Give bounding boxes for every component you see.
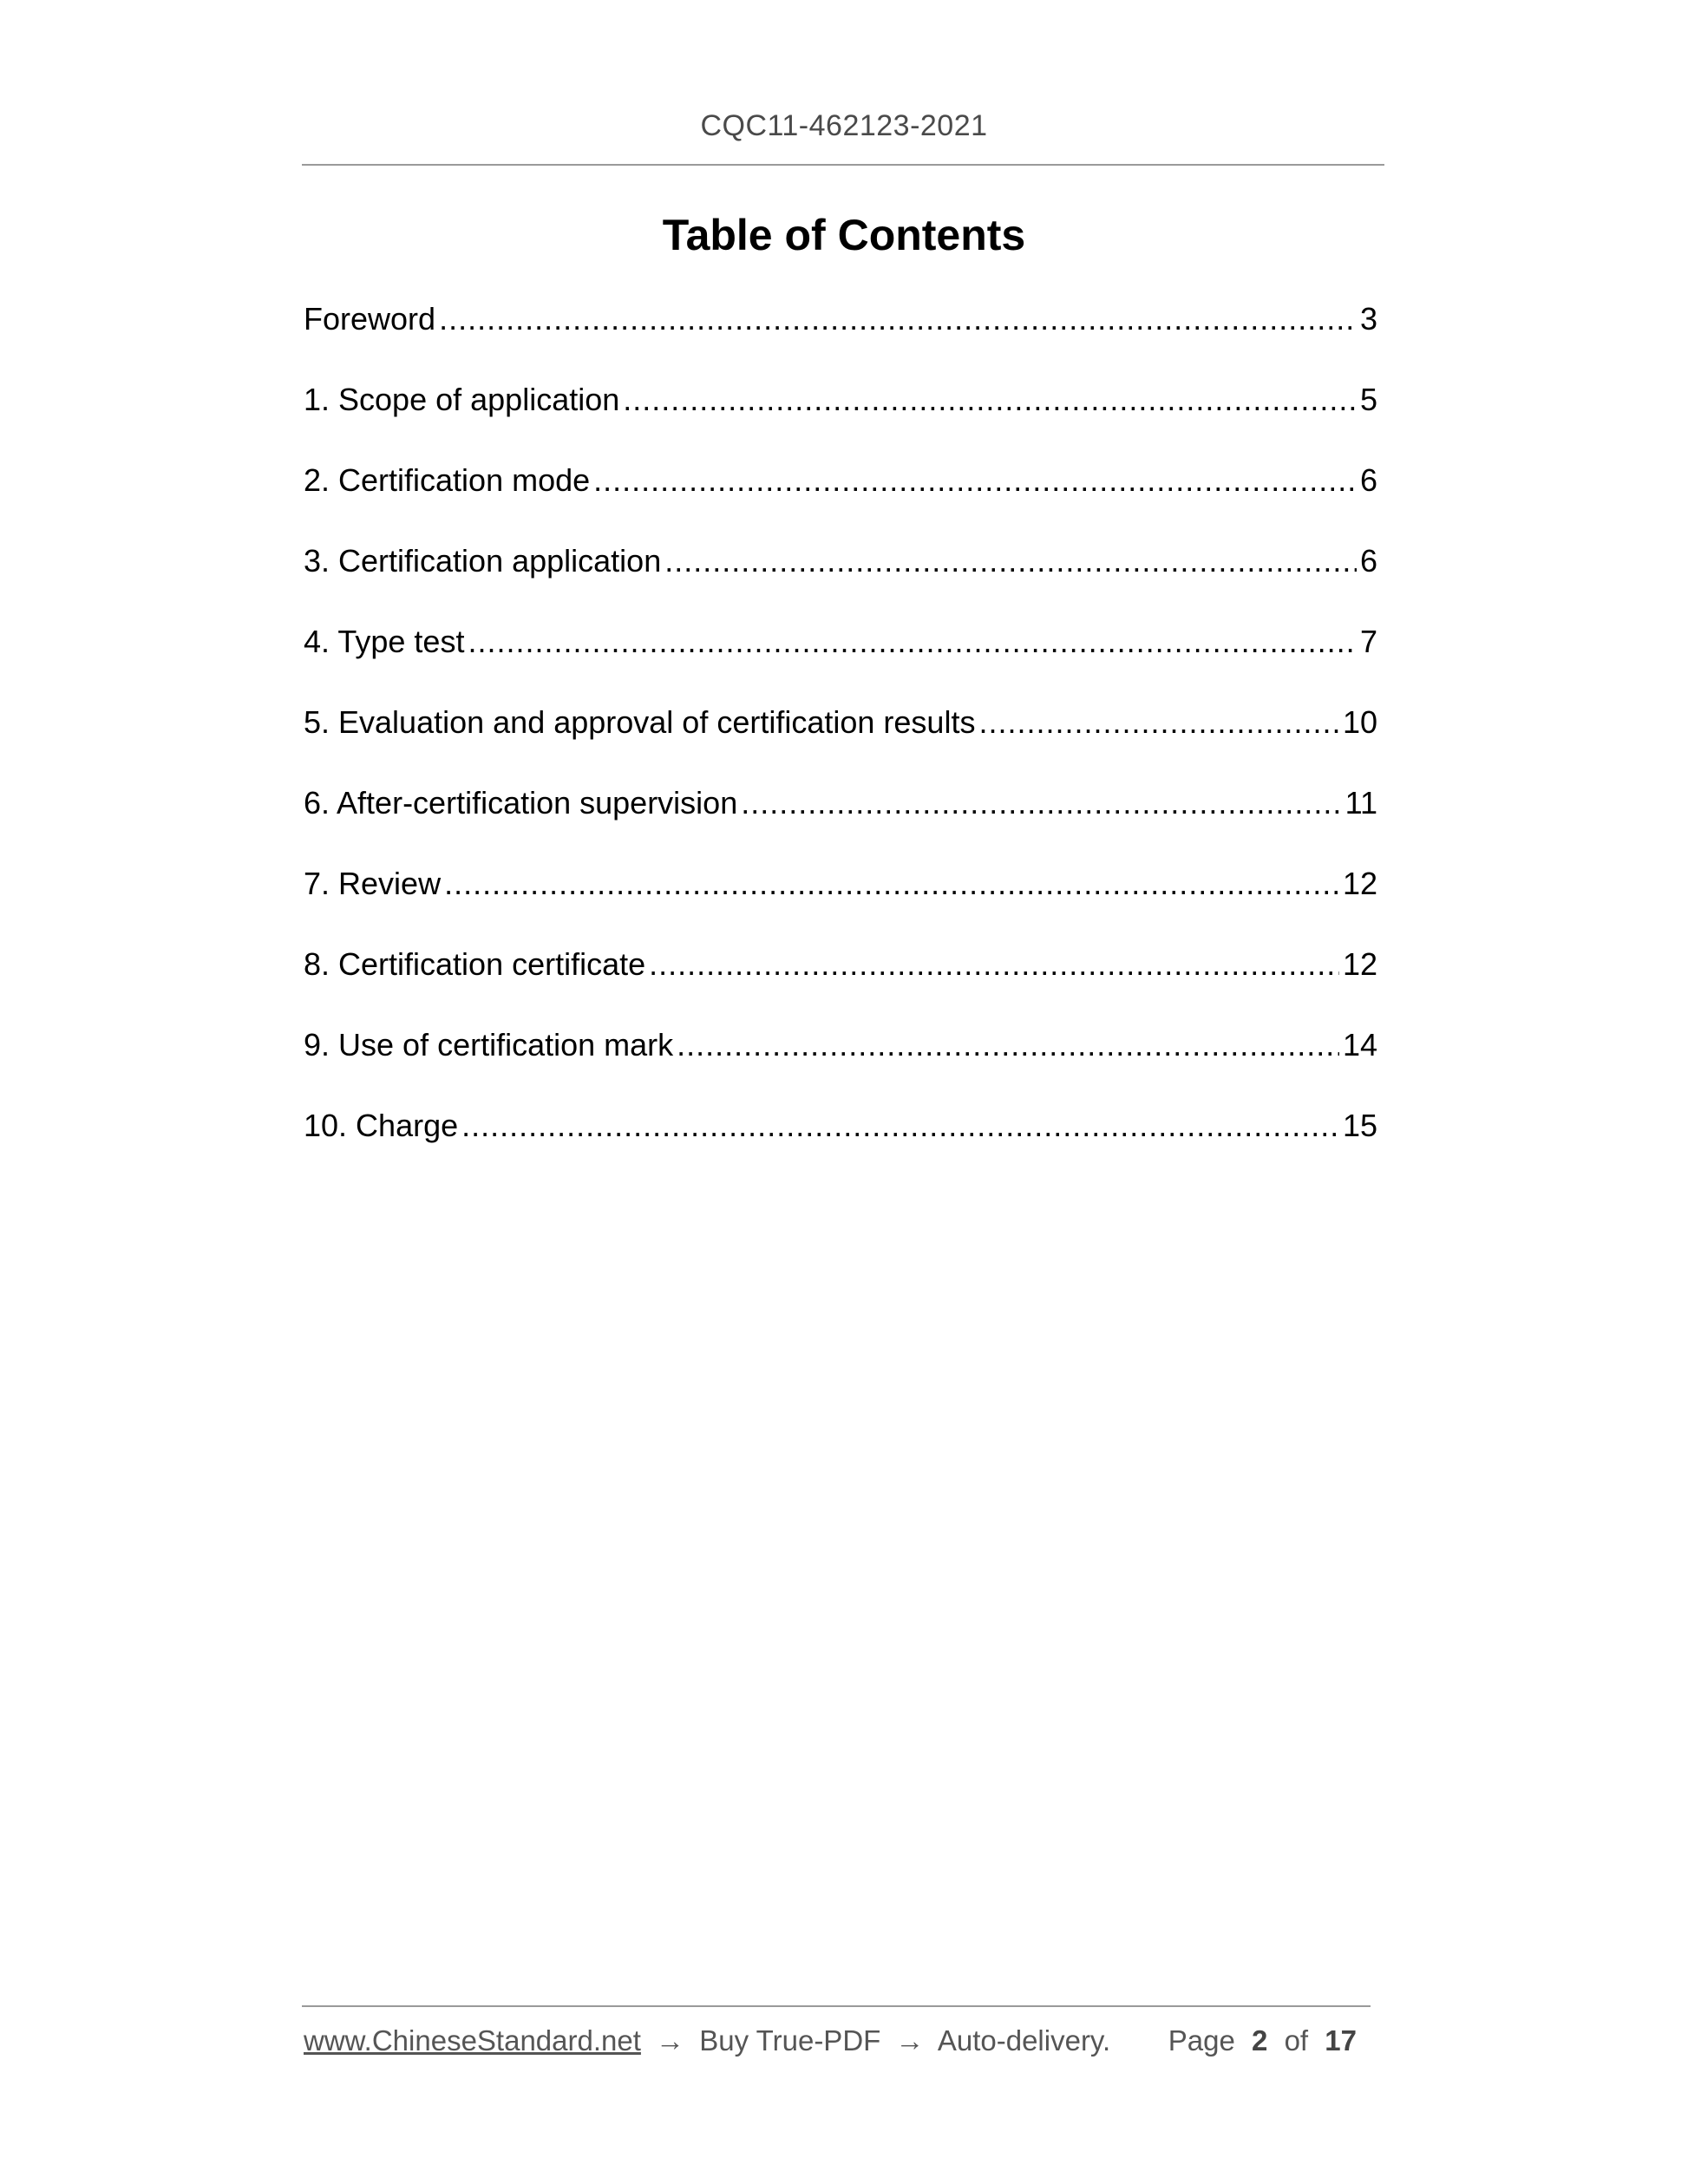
toc-entry-scope[interactable] — [304, 377, 1377, 458]
toc-entry-certification-application[interactable] — [304, 539, 1377, 619]
toc-entry-page: 15 — [1342, 1108, 1377, 1143]
toc-entry-label: 6. After-certification supervision — [304, 785, 738, 821]
toc-entry-label: Foreword — [304, 301, 436, 337]
toc-entry-page: 10 — [1342, 704, 1377, 740]
website-link[interactable]: www.ChineseStandard.net — [304, 2024, 641, 2056]
toc-entry-label: 7. Review — [304, 866, 442, 901]
toc-dot-leader — [741, 781, 1341, 826]
document-code: CQC11-462123-2021 — [700, 109, 988, 142]
toc-dot-leader — [468, 619, 1357, 664]
toc-entry-type-test[interactable] — [304, 619, 1377, 700]
toc-entry-page: 7 — [1359, 624, 1377, 659]
toc-entry-certification-mode[interactable] — [304, 458, 1377, 539]
of-word: of — [1284, 2024, 1309, 2056]
current-page: 2 — [1252, 2024, 1268, 2056]
toc-entry-page: 6 — [1359, 543, 1377, 579]
header-divider — [302, 164, 1384, 166]
toc-entry-evaluation[interactable] — [304, 700, 1377, 781]
toc-entry-label: 2. Certification mode — [304, 462, 591, 498]
toc-entry-label: 1. Scope of application — [304, 382, 620, 417]
toc-entry-page: 12 — [1342, 946, 1377, 982]
toc-entry-certification-mark[interactable] — [304, 1023, 1377, 1103]
toc-dot-leader — [978, 700, 1339, 745]
toc-entry-page: 5 — [1359, 382, 1377, 417]
toc-dot-leader — [677, 1023, 1339, 1068]
page-word: Page — [1168, 2024, 1235, 2056]
footer-divider — [302, 2005, 1371, 2007]
toc-entry-page: 3 — [1359, 301, 1377, 337]
toc-dot-leader — [439, 297, 1357, 342]
page-footer — [304, 2024, 1371, 2057]
page-title: Table of Contents — [662, 211, 1026, 259]
arrow-right-icon: → — [656, 2024, 685, 2056]
toc-entry-label: 4. Type test — [304, 624, 465, 659]
toc-entry-label: 5. Evaluation and approval of certification results — [304, 704, 976, 740]
buy-pdf-text: Buy True-PDF — [699, 2024, 881, 2056]
toc-entry-certificate[interactable] — [304, 942, 1377, 1023]
toc-entry-supervision[interactable] — [304, 781, 1377, 861]
toc-entry-label: 9. Use of certification mark — [304, 1027, 674, 1063]
toc-dot-leader — [623, 377, 1357, 422]
total-pages: 17 — [1325, 2024, 1357, 2056]
toc-entry-label: 8. Certification certificate — [304, 946, 646, 982]
arrow-right-icon: → — [895, 2024, 925, 2056]
auto-delivery-text: Auto-delivery. — [937, 2024, 1111, 2056]
page-number — [1168, 2024, 1365, 2057]
toc-entry-label: 3. Certification application — [304, 543, 662, 579]
toc-entry-page: 12 — [1342, 866, 1377, 901]
toc-entry-charge[interactable] — [304, 1103, 1377, 1184]
toc-dot-leader — [444, 861, 1339, 906]
toc-entry-page: 14 — [1342, 1027, 1377, 1063]
toc-dot-leader — [593, 458, 1357, 503]
toc-entry-foreword[interactable] — [304, 297, 1377, 377]
toc-dot-leader — [461, 1103, 1339, 1148]
table-of-contents — [304, 297, 1377, 1184]
toc-entry-review[interactable] — [304, 861, 1377, 942]
toc-dot-leader — [664, 539, 1357, 584]
footer-promo — [304, 2024, 1110, 2057]
toc-entry-page: 11 — [1345, 785, 1377, 821]
toc-entry-page: 6 — [1359, 462, 1377, 498]
toc-dot-leader — [649, 942, 1339, 987]
toc-entry-label: 10. Charge — [304, 1108, 459, 1143]
